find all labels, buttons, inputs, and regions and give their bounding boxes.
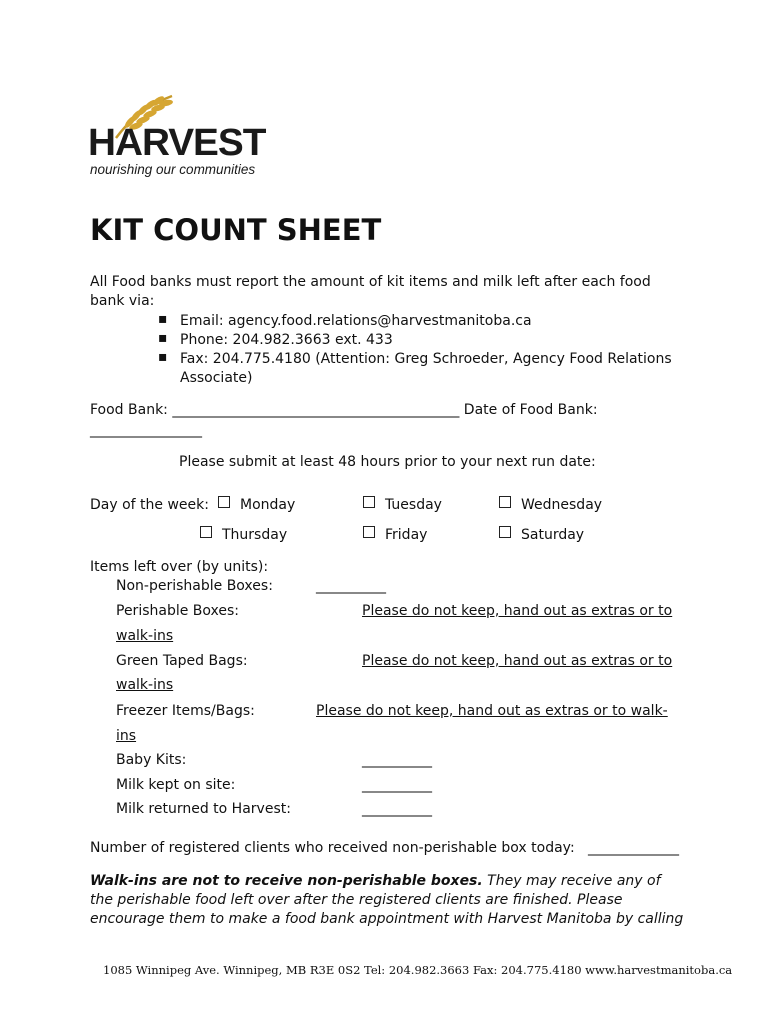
phone-bullet: Phone: 204.982.3663 ext. 433 xyxy=(180,332,393,348)
logo-tagline: nourishing our communities xyxy=(90,162,256,177)
green-bags-label: Green Taped Bags: xyxy=(116,653,248,669)
email-bullet: Email: agency.food.relations@harvestmanitoba.ca xyxy=(180,313,532,329)
bullet-icon: ▪ xyxy=(158,330,168,346)
tuesday-label: Tuesday xyxy=(385,497,442,513)
baby-kits-label: Baby Kits: xyxy=(116,752,187,768)
perishable-label: Perishable Boxes: xyxy=(116,603,240,619)
milk-returned-label: Milk returned to Harvest: xyxy=(116,801,291,817)
perishable-note: Please do not keep, hand out as extras or to xyxy=(362,603,673,619)
intro-line-2: bank via: xyxy=(90,293,155,309)
nonperishable-label: Non-perishable Boxes: xyxy=(116,578,273,594)
items-heading: Items left over (by units): xyxy=(90,559,269,575)
logo-wordmark: HARVEST xyxy=(88,122,266,164)
clients-label: Number of registered clients who received non-perishable box today: xyxy=(90,840,575,856)
friday-label: Friday xyxy=(385,527,428,543)
milk-returned-blank[interactable]: __________ xyxy=(362,801,432,817)
baby-kits-blank[interactable]: __________ xyxy=(362,752,432,768)
food-bank-field[interactable]: Food Bank: _________________________________________ Date of Food Bank: xyxy=(90,402,598,418)
walkins-line-3: encourage them to make a food bank appointment with Harvest Manitoba by calling xyxy=(90,911,684,927)
freezer-note: Please do not keep, hand out as extras or to walk- xyxy=(316,703,668,719)
saturday-checkbox[interactable] xyxy=(499,526,511,538)
walkins-line-1 xyxy=(90,873,661,889)
bullet-icon: ▪ xyxy=(158,349,168,365)
intro-line-1: All Food banks must report the amount of kit items and milk left after each food xyxy=(90,274,651,290)
thursday-label: Thursday xyxy=(222,527,288,543)
freezer-label: Freezer Items/Bags: xyxy=(116,703,255,719)
nonperishable-blank[interactable]: __________ xyxy=(316,578,386,594)
fax-bullet-cont: Associate) xyxy=(180,370,253,386)
page-title: KIT COUNT SHEET xyxy=(90,213,382,247)
footer-address: 1085 Winnipeg Ave. Winnipeg, MB R3E 0S2 Tel: 204.982.3663 Fax: 204.775.4180 www.harvestmanitoba.ca xyxy=(103,963,733,977)
milk-kept-blank[interactable]: __________ xyxy=(362,777,432,793)
tuesday-checkbox[interactable] xyxy=(363,496,375,508)
green-bags-note: Please do not keep, hand out as extras or to xyxy=(362,653,673,669)
clients-blank[interactable]: _____________ xyxy=(588,840,679,856)
monday-checkbox[interactable] xyxy=(218,496,230,508)
wednesday-label: Wednesday xyxy=(521,497,603,513)
saturday-label: Saturday xyxy=(521,527,585,543)
bullet-icon: ▪ xyxy=(158,311,168,327)
perishable-note-cont: walk-ins xyxy=(116,628,174,644)
date-field[interactable]: ________________ xyxy=(90,422,202,438)
harvest-logo xyxy=(88,92,278,182)
freezer-note-cont: ins xyxy=(116,728,137,744)
walkins-line-2: the perishable food left over after the registered clients are finished. Please xyxy=(90,892,623,908)
monday-label: Monday xyxy=(240,497,296,513)
green-bags-note-cont: walk-ins xyxy=(116,677,174,693)
fax-bullet: Fax: 204.775.4180 (Attention: Greg Schroeder, Agency Food Relations xyxy=(180,351,672,367)
walkins-rest: They may receive any of xyxy=(482,873,661,889)
thursday-checkbox[interactable] xyxy=(200,526,212,538)
day-label: Day of the week: xyxy=(90,497,209,513)
friday-checkbox[interactable] xyxy=(363,526,375,538)
submit-note: Please submit at least 48 hours prior to your next run date: xyxy=(179,454,596,470)
wednesday-checkbox[interactable] xyxy=(499,496,511,508)
walkins-bold: Walk-ins are not to receive non-perishable boxes. xyxy=(90,873,483,889)
milk-kept-label: Milk kept on site: xyxy=(116,777,236,793)
